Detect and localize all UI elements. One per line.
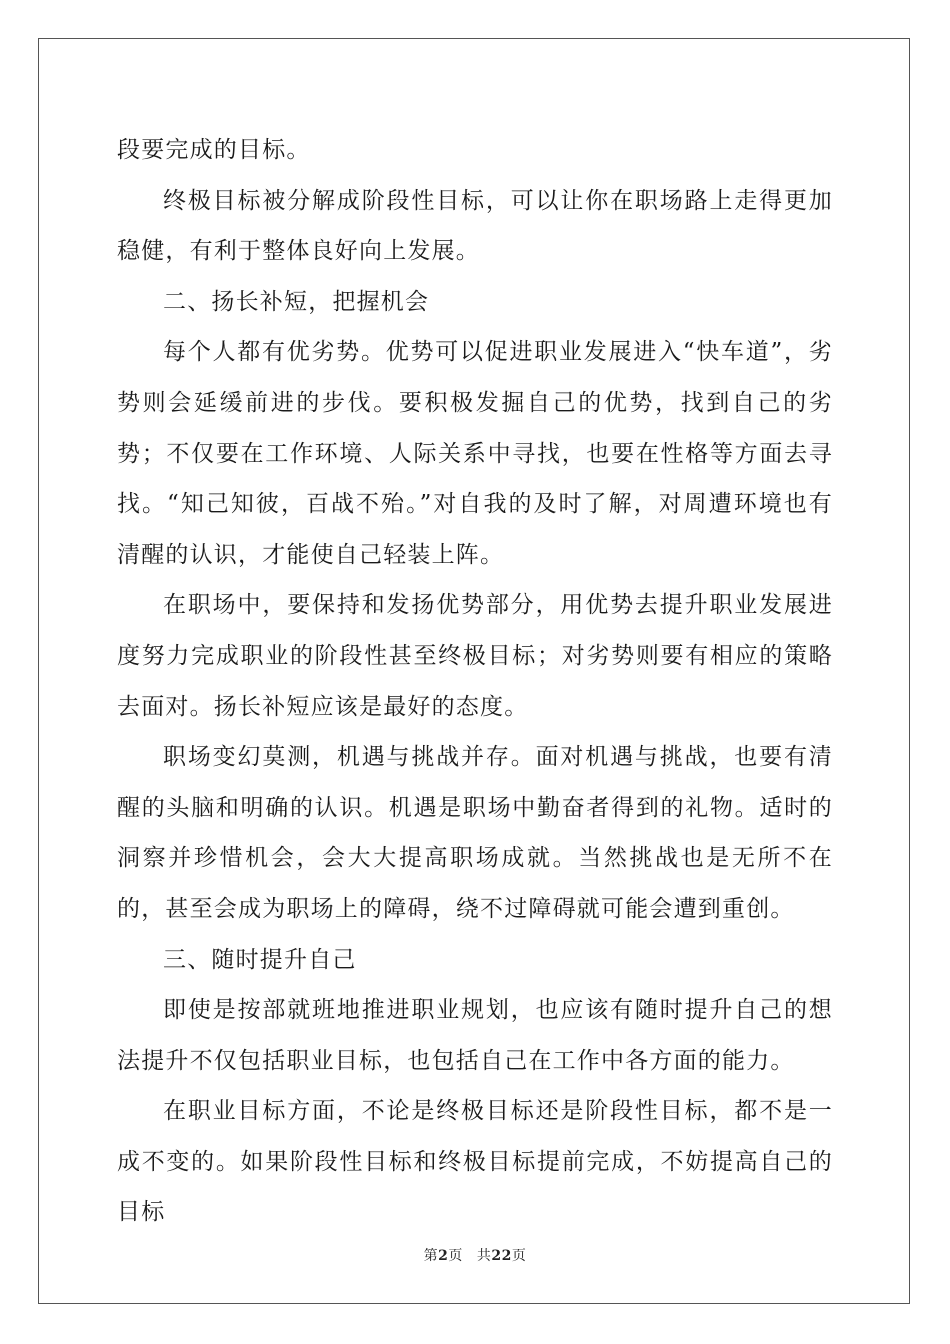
page-prefix: 第 xyxy=(423,1248,439,1264)
paragraph-3: 每个人都有优劣势。优势可以促进职业发展进入“快车道”，劣势则会延缓前进的步伐。要积极发掘自己的优势，找到自己的劣势；不仅要在工作环境、人际关系中寻找，也要在性格等方面去寻找。“知己知彼，百战不殆。”对自我的及时了解，对周遭环境也有清醒的认识，才能使自己轻装上阵。 xyxy=(117,339,833,568)
paragraph-6: 即使是按部就班地推进职业规划，也应该有随时提升自己的想法提升不仅包括职业目标，也包括自己在工作中各方面的能力。 xyxy=(117,997,833,1074)
paragraph-4: 在职场中，要保持和发扬优势部分，用优势去提升职业发展进度努力完成职业的阶段性甚至终极目标；对劣势则要有相应的策略去面对。扬长补短应该是最好的态度。 xyxy=(117,592,833,720)
section-heading-2: 二、扬长补短，把握机会 xyxy=(163,288,430,315)
paragraph-7: 在职业目标方面，不论是终极目标还是阶段性目标，都不是一成不变的。如果阶段性目标和终极目标提前完成，不妨提高自己的目标 xyxy=(117,1098,833,1226)
paragraph-5: 职场变幻莫测，机遇与挑战并存。面对机遇与挑战，也要有清醒的头脑和明确的认识。机遇是职场中勤奋者得到的礼物。适时的洞察并珍惜机会，会大大提高职场成就。当然挑战也是无所不在的，甚至会成为职场上的障碍，绕不过障碍就可能会遭到重创。 xyxy=(117,744,833,922)
total-suffix: 页 xyxy=(511,1248,527,1264)
document-body xyxy=(117,125,833,1238)
page-number: 2 xyxy=(438,1248,449,1264)
page-footer xyxy=(0,1247,950,1265)
page-suffix: 页 xyxy=(448,1248,463,1264)
paragraph-1: 段要完成的目标。 xyxy=(117,137,311,163)
total-prefix: 共 xyxy=(476,1248,492,1264)
section-heading-3: 三、随时提升自己 xyxy=(163,946,357,973)
total-pages: 22 xyxy=(491,1248,512,1264)
paragraph-2: 终极目标被分解成阶段性目标，可以让你在职场路上走得更加稳健，有利于整体良好向上发展。 xyxy=(117,187,833,265)
